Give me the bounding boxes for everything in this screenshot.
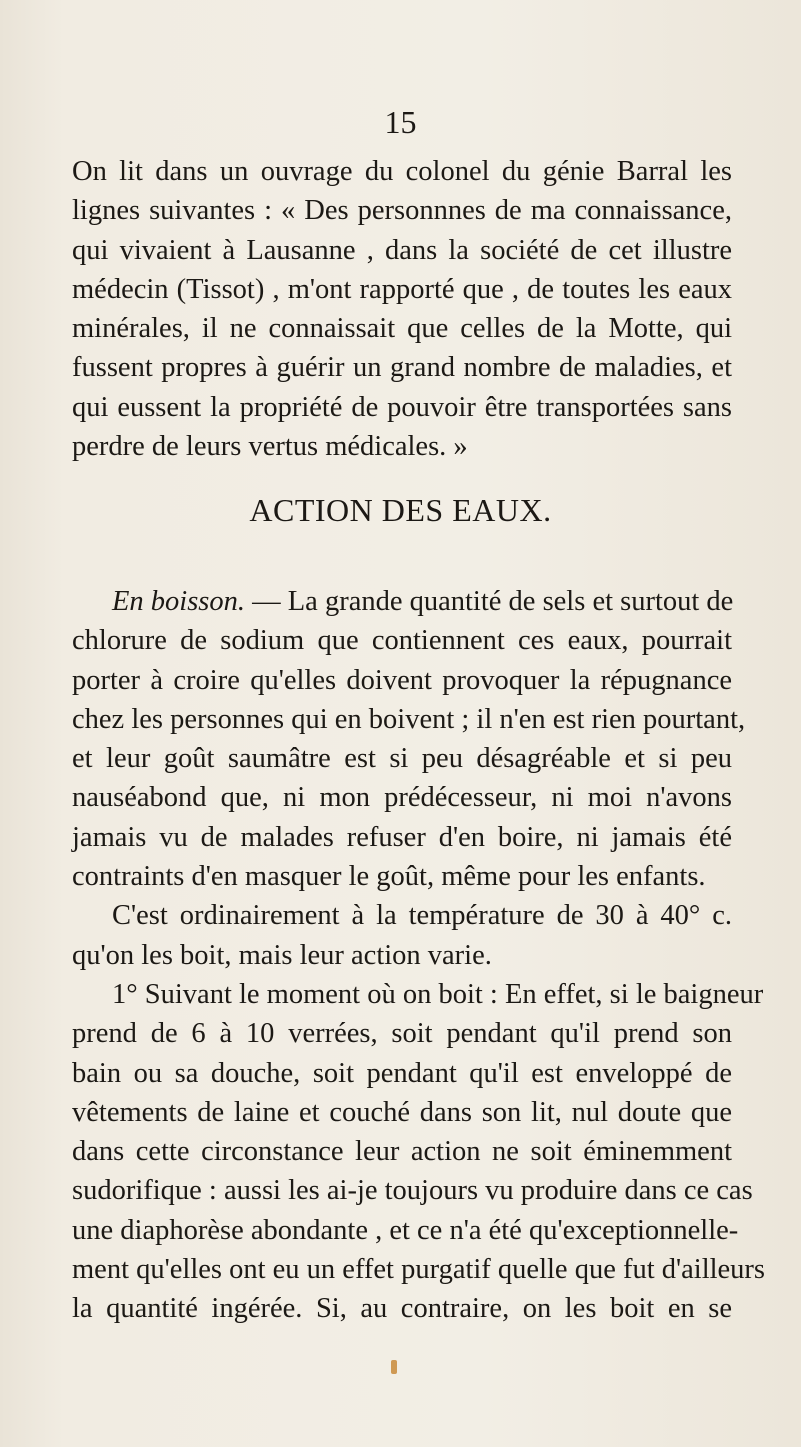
text-line: nauséabond que, ni mon prédécesseur, ni moi n'avons [72, 782, 732, 814]
page-number: 15 [384, 104, 417, 140]
text-line: On lit dans un ouvrage du colonel du génie Barral les [72, 156, 732, 187]
text-line: et leur goût saumâtre est si peu désagréable et si peu [72, 743, 732, 775]
text-line: qu'on les boit, mais leur action varie. [72, 939, 492, 971]
body-paragraphs [72, 582, 766, 1329]
ink-smudge [391, 1360, 397, 1374]
text-line: médecin (Tissot) , m'ont rapporté que , de toutes les eaux [72, 273, 732, 305]
text-line-lead [72, 582, 732, 621]
text-line: jamais vu de malades refuser d'en boire, ni jamais été [72, 821, 732, 853]
text-line: porter à croire qu'elles doivent provoquer la répugnance [72, 664, 732, 696]
text-line: 1° Suivant le moment où on boit : En effet, si le baigneur [112, 978, 764, 1010]
lead-continuation: — La grande quantité de sels et surtout de [245, 586, 734, 617]
text-line: la quantité ingérée. Si, au contraire, on les boit en se [72, 1293, 732, 1325]
text-line: sudorifique : aussi les ai-je toujours vu produire dans ce cas [72, 1175, 753, 1207]
text-line: vêtements de laine et couché dans son lit, nul doute que [72, 1096, 732, 1128]
section-heading: ACTION DES EAUX. [249, 492, 552, 528]
text-line: prend de 6 à 10 verrées, soit pendant qu'il prend son [72, 1018, 732, 1050]
text-line: chez les personnes qui en boivent ; il n'en est rien pourtant, [72, 703, 746, 735]
quote-paragraph [72, 152, 732, 466]
text-line: chlorure de sodium que contiennent ces eaux, pourrait [72, 625, 732, 657]
text-line: qui vivaient à Lausanne , dans la société de cet illustre [72, 234, 732, 266]
text-line: bain ou sa douche, soit pendant qu'il est enveloppé de [72, 1057, 732, 1089]
text-line: ment qu'elles ont eu un effet purgatif quelle que fut d'ailleurs [72, 1254, 766, 1286]
text-line: perdre de leurs vertus médicales. » [72, 431, 468, 463]
text-line: minérales, il ne connaissait que celles de la Motte, qui [72, 313, 732, 345]
text-line: C'est ordinairement à la température de 30 à 40° c. [112, 900, 732, 932]
text-line: fussent propres à guérir un grand nombre de maladies, et [72, 352, 732, 384]
text-line: une diaphorèse abondante , et ce n'a été qu'exceptionnelle- [72, 1214, 739, 1246]
lead-phrase: En boisson. [112, 586, 246, 617]
text-line: lignes suivantes : « Des personnnes de ma connaissance, [72, 195, 732, 227]
text-line: qui eussent la propriété de pouvoir être transportées sans [72, 391, 732, 423]
text-line: contraints d'en masquer le goût, même pour les enfants. [72, 861, 706, 893]
text-line: dans cette circonstance leur action ne soit éminemment [72, 1136, 732, 1168]
